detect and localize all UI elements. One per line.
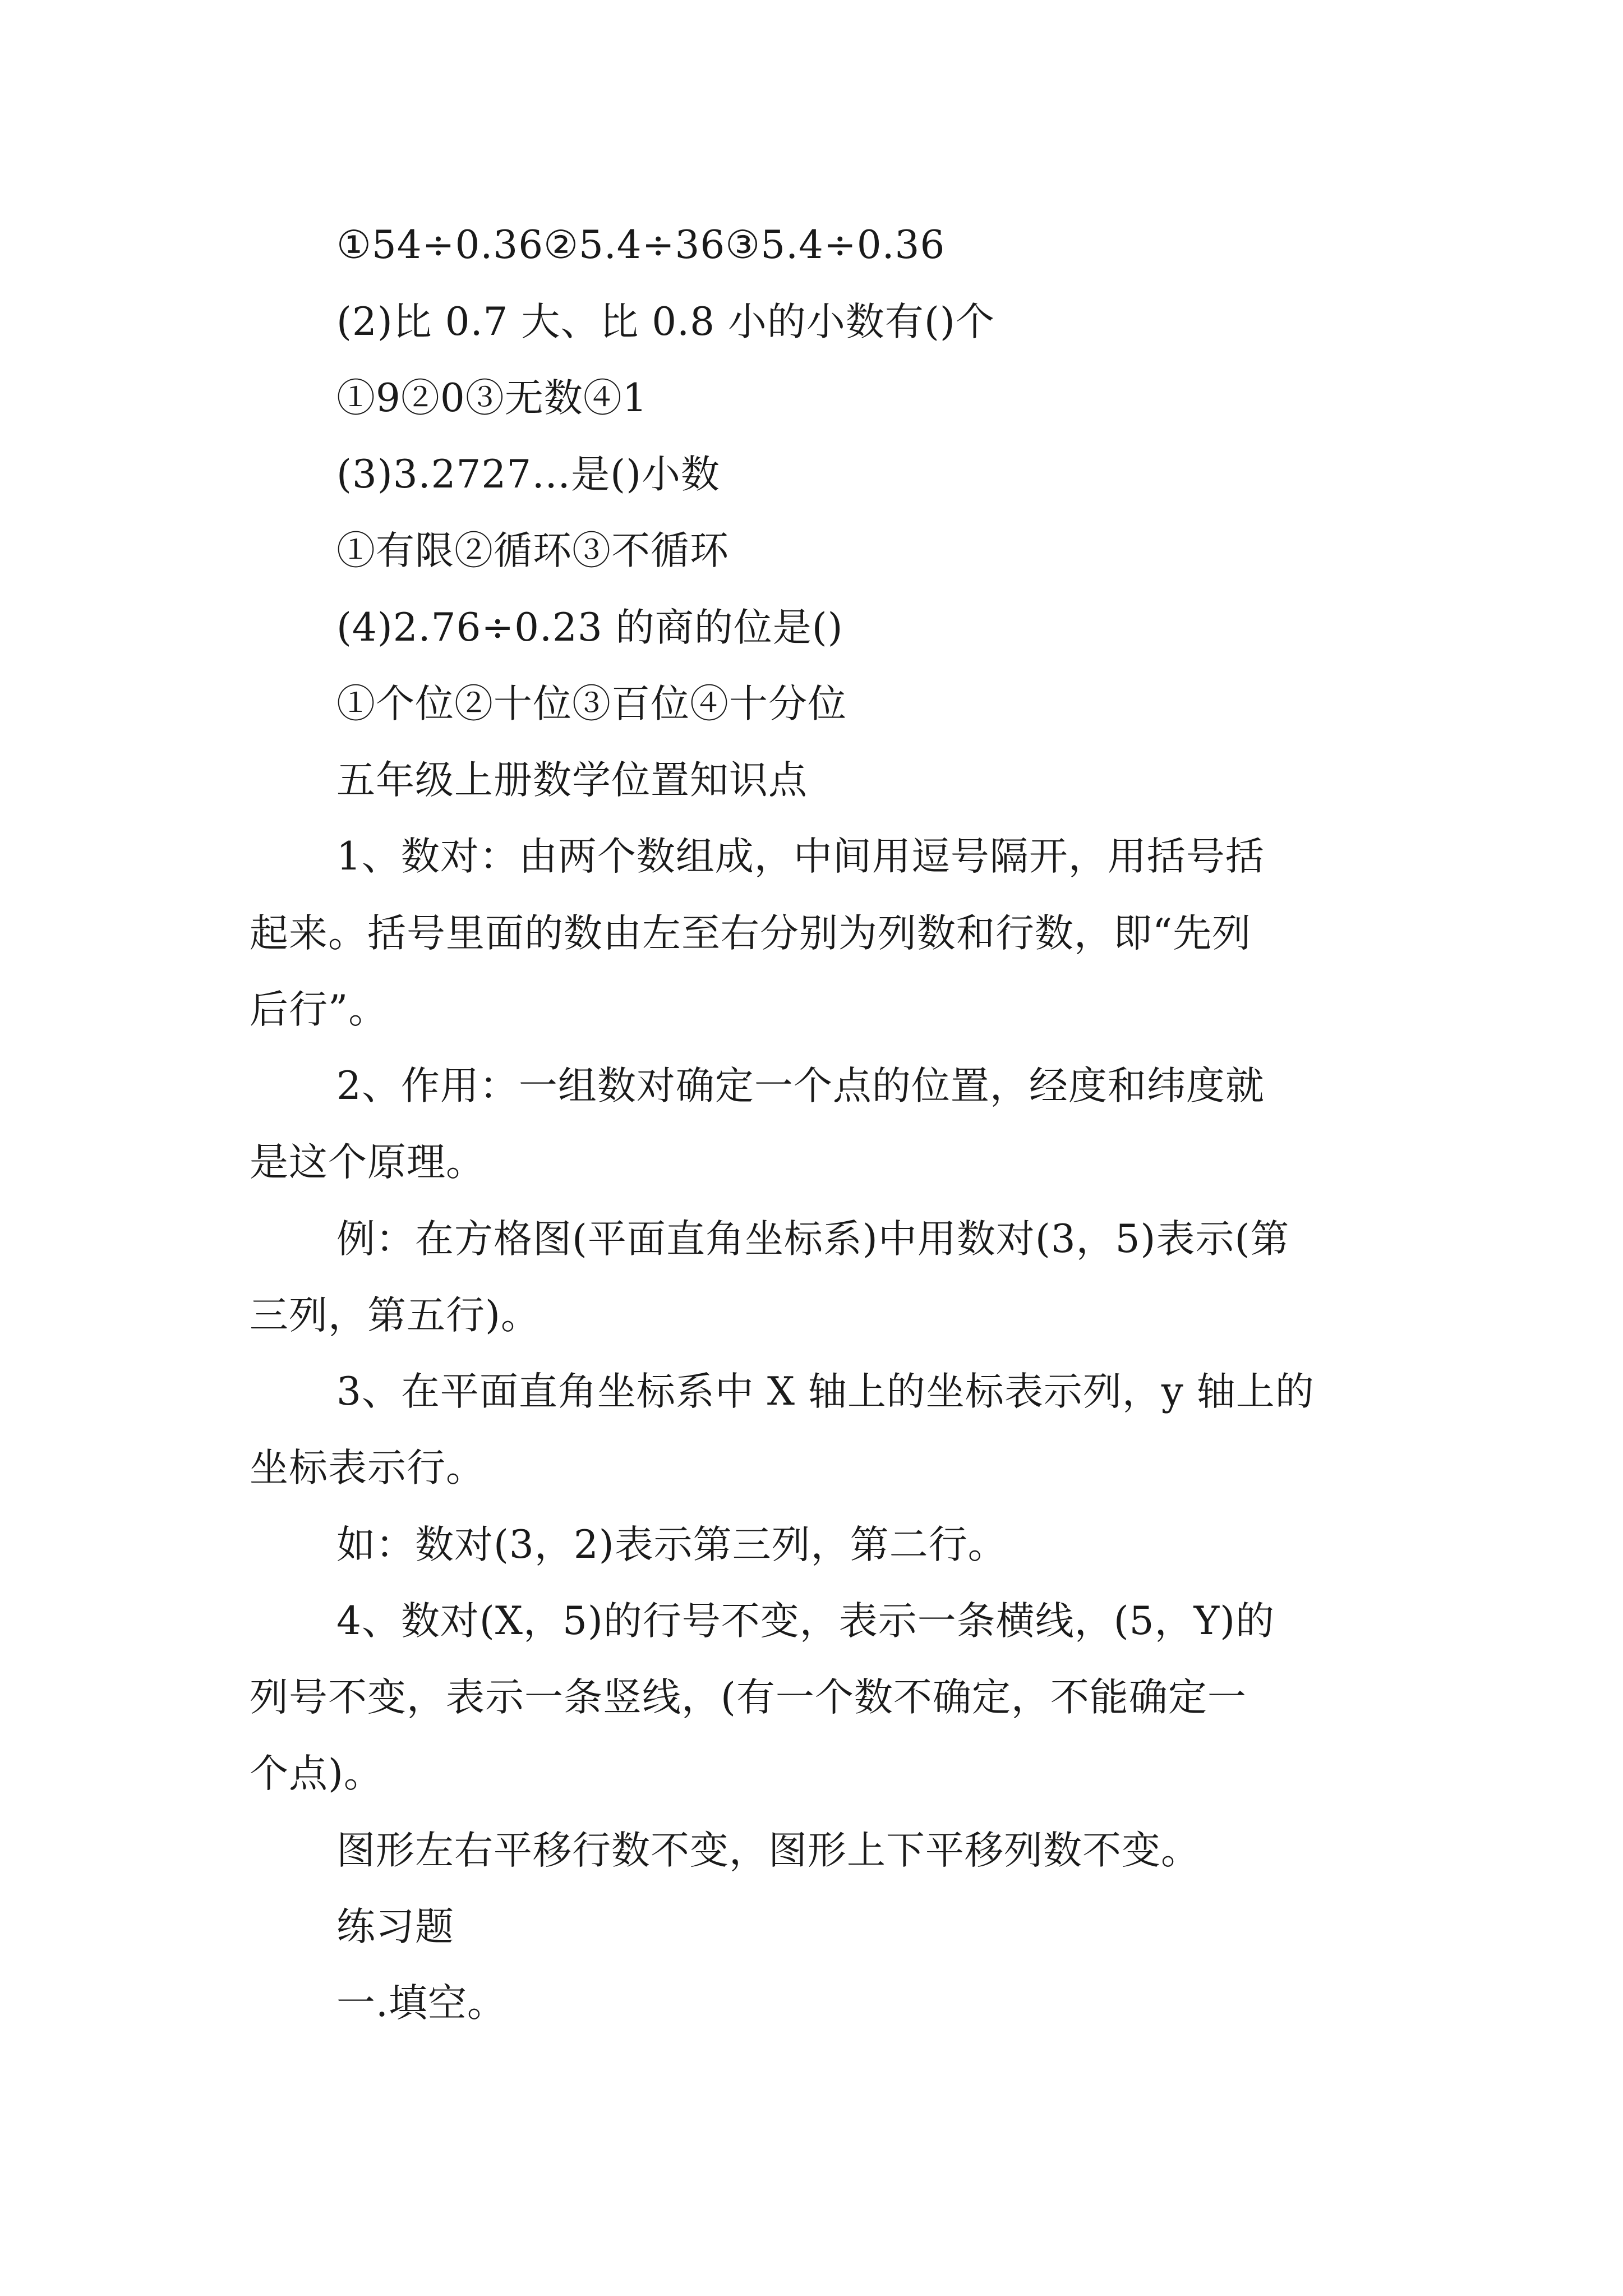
example-line-1: 例：在方格图(平面直角坐标系)中用数对(3，5)表示(第 (336, 1217, 1290, 1262)
example-line-3: 如：数对(3，2)表示第三列，第二行。 (336, 1522, 1007, 1567)
paragraph-2-line-2: 是这个原理。 (250, 1140, 485, 1185)
question-2: (2)比 0.7 大、比 0.8 小的小数有()个 (336, 300, 995, 344)
question-3: (3)3.2727…是()小数 (336, 452, 721, 497)
option-line-q4: ①个位②十位③百位④十分位 (336, 682, 847, 726)
question-4: (4)2.76÷0.23 的商的位是() (336, 605, 843, 650)
example-line-2: 三列，第五行)。 (250, 1293, 540, 1338)
option-line-q1: ①54÷0.36②5.4÷36③5.4÷0.36 (336, 223, 946, 268)
paragraph-1-line-1: 1、数对：由两个数组成，中间用逗号隔开，用括号括 (336, 834, 1265, 879)
paragraph-3-line-2: 坐标表示行。 (250, 1446, 485, 1490)
paragraph-1-line-2: 起来。括号里面的数由左至右分别为列数和行数，即“先列 (250, 911, 1252, 956)
exercise-heading: 练习题 (336, 1904, 454, 1949)
section-heading: 五年级上册数学位置知识点 (336, 758, 808, 803)
paragraph-4-line-3: 个点)。 (250, 1751, 383, 1796)
paragraph-3-line-1: 3、在平面直角坐标系中 X 轴上的坐标表示列，y 轴上的 (336, 1369, 1315, 1414)
fill-in-heading: 一.填空。 (336, 1981, 506, 2026)
paragraph-1-line-3: 后行”。 (250, 987, 388, 1032)
translation-note: 图形左右平移行数不变，图形上下平移列数不变。 (336, 1828, 1200, 1873)
paragraph-4-line-2: 列号不变，表示一条竖线，(有一个数不确定，不能确定一 (250, 1675, 1247, 1720)
option-line-q2: ①9②0③无数④1 (336, 376, 648, 421)
paragraph-4-line-1: 4、数对(X，5)的行号不变，表示一条横线，(5，Y)的 (336, 1599, 1275, 1644)
option-line-q3: ①有限②循环③不循环 (336, 528, 729, 573)
paragraph-2-line-1: 2、作用：一组数对确定一个点的位置，经度和纬度就 (336, 1064, 1265, 1108)
